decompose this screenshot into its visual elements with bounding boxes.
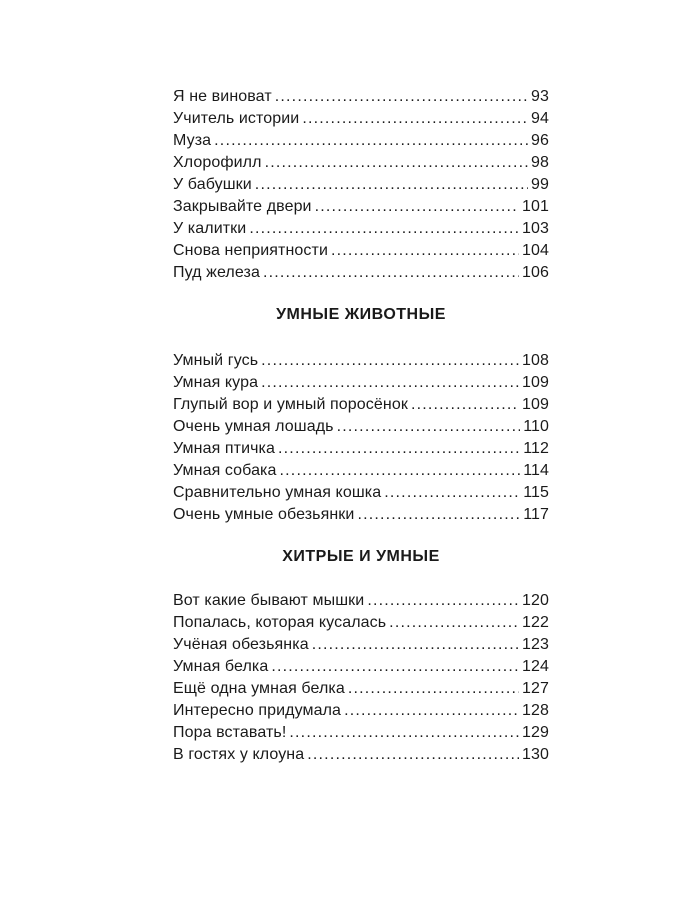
entry-title: Снова неприятности xyxy=(173,242,328,259)
entry-page-number: 127 xyxy=(522,680,549,697)
dot-leader xyxy=(331,240,519,262)
dot-leader xyxy=(278,438,520,460)
toc-entry xyxy=(173,590,549,612)
dot-leader xyxy=(263,262,519,284)
toc-section-list xyxy=(173,86,549,284)
dot-leader xyxy=(265,152,528,174)
entry-page-number: 93 xyxy=(531,88,549,105)
dot-leader xyxy=(348,678,519,700)
toc-entry xyxy=(173,240,549,262)
dot-leader xyxy=(384,482,520,504)
dot-leader xyxy=(357,504,520,526)
toc-entry xyxy=(173,152,549,174)
toc-entry xyxy=(173,130,549,152)
toc-entry xyxy=(173,656,549,678)
entry-page-number: 120 xyxy=(522,592,549,609)
entry-title: Интересно придумала xyxy=(173,702,342,719)
entry-title: Очень умная лошадь xyxy=(173,418,334,435)
section-heading: ХИТРЫЕ И УМНЫЕ xyxy=(282,548,440,565)
entry-title: Вот какие бывают мышки xyxy=(173,592,365,609)
entry-page-number: 96 xyxy=(531,132,549,149)
entry-page-number: 99 xyxy=(531,176,549,193)
entry-page-number: 106 xyxy=(522,264,549,281)
dot-leader xyxy=(280,460,521,482)
toc-entry xyxy=(173,350,549,372)
entry-title: Умный гусь xyxy=(173,352,259,369)
toc-entry xyxy=(173,372,549,394)
toc-entry xyxy=(173,196,549,218)
entry-title: Сравнительно умная кошка xyxy=(173,484,382,501)
toc-entry xyxy=(173,460,549,482)
entry-page-number: 117 xyxy=(523,506,549,523)
toc-entry xyxy=(173,482,549,504)
entry-title: У калитки xyxy=(173,220,247,237)
entry-title: Ещё одна умная белка xyxy=(173,680,345,697)
entry-title: Умная белка xyxy=(173,658,269,675)
entry-page-number: 109 xyxy=(522,396,549,413)
dot-leader xyxy=(261,372,519,394)
toc-entry xyxy=(173,744,549,766)
dot-leader xyxy=(255,174,528,196)
entry-title: Попалась, которая кусалась xyxy=(173,614,387,631)
dot-leader xyxy=(261,350,519,372)
toc-section-list xyxy=(173,350,549,526)
entry-title: Глупый вор и умный поросёнок xyxy=(173,396,408,413)
entry-page-number: 101 xyxy=(522,198,549,215)
toc-entry xyxy=(173,86,549,108)
entry-page-number: 115 xyxy=(523,484,549,501)
toc-section-list xyxy=(173,590,549,766)
entry-title: Умная птичка xyxy=(173,440,276,457)
entry-page-number: 130 xyxy=(522,746,549,763)
entry-title: Пуд железа xyxy=(173,264,260,281)
dot-leader xyxy=(271,656,519,678)
dot-leader xyxy=(307,744,519,766)
entry-page-number: 94 xyxy=(531,110,549,127)
entry-page-number: 110 xyxy=(523,418,549,435)
entry-page-number: 108 xyxy=(522,352,549,369)
dot-leader xyxy=(249,218,519,240)
dot-leader xyxy=(302,108,528,130)
dot-leader xyxy=(315,196,519,218)
dot-leader xyxy=(367,590,519,612)
entry-title: В гостях у клоуна xyxy=(173,746,305,763)
toc-entry xyxy=(173,612,549,634)
dot-leader xyxy=(312,634,519,656)
entry-page-number: 123 xyxy=(522,636,549,653)
toc-entry xyxy=(173,634,549,656)
entry-title: Муза xyxy=(173,132,212,149)
table-of-contents xyxy=(173,86,549,766)
dot-leader xyxy=(289,722,519,744)
entry-page-number: 122 xyxy=(522,614,549,631)
dot-leader xyxy=(344,700,519,722)
toc-entry xyxy=(173,218,549,240)
entry-page-number: 114 xyxy=(523,462,549,479)
entry-page-number: 124 xyxy=(522,658,549,675)
dot-leader xyxy=(275,86,528,108)
dot-leader xyxy=(389,612,519,634)
toc-entry xyxy=(173,108,549,130)
entry-page-number: 128 xyxy=(522,702,549,719)
toc-entry xyxy=(173,416,549,438)
dot-leader xyxy=(214,130,528,152)
dot-leader xyxy=(411,394,519,416)
toc-entry xyxy=(173,700,549,722)
entry-title: Я не виноват xyxy=(173,88,272,105)
toc-entry xyxy=(173,438,549,460)
entry-title: Хлорофилл xyxy=(173,154,262,171)
entry-page-number: 129 xyxy=(522,724,549,741)
entry-title: Умная кура xyxy=(173,374,259,391)
toc-entry xyxy=(173,722,549,744)
entry-page-number: 103 xyxy=(522,220,549,237)
entry-page-number: 98 xyxy=(531,154,549,171)
entry-page-number: 112 xyxy=(523,440,549,457)
entry-title: Очень умные обезьянки xyxy=(173,506,355,523)
entry-title: Учитель истории xyxy=(173,110,300,127)
toc-entry xyxy=(173,504,549,526)
entry-page-number: 109 xyxy=(522,374,549,391)
section-heading: УМНЫЕ ЖИВОТНЫЕ xyxy=(276,306,446,323)
toc-entry xyxy=(173,174,549,196)
entry-page-number: 104 xyxy=(522,242,549,259)
entry-title: У бабушки xyxy=(173,176,252,193)
toc-entry xyxy=(173,394,549,416)
entry-title: Пора вставать! xyxy=(173,724,287,741)
dot-leader xyxy=(337,416,521,438)
entry-title: Умная собака xyxy=(173,462,277,479)
toc-entry xyxy=(173,262,549,284)
entry-title: Учёная обезьянка xyxy=(173,636,309,653)
entry-title: Закрывайте двери xyxy=(173,198,312,215)
toc-entry xyxy=(173,678,549,700)
